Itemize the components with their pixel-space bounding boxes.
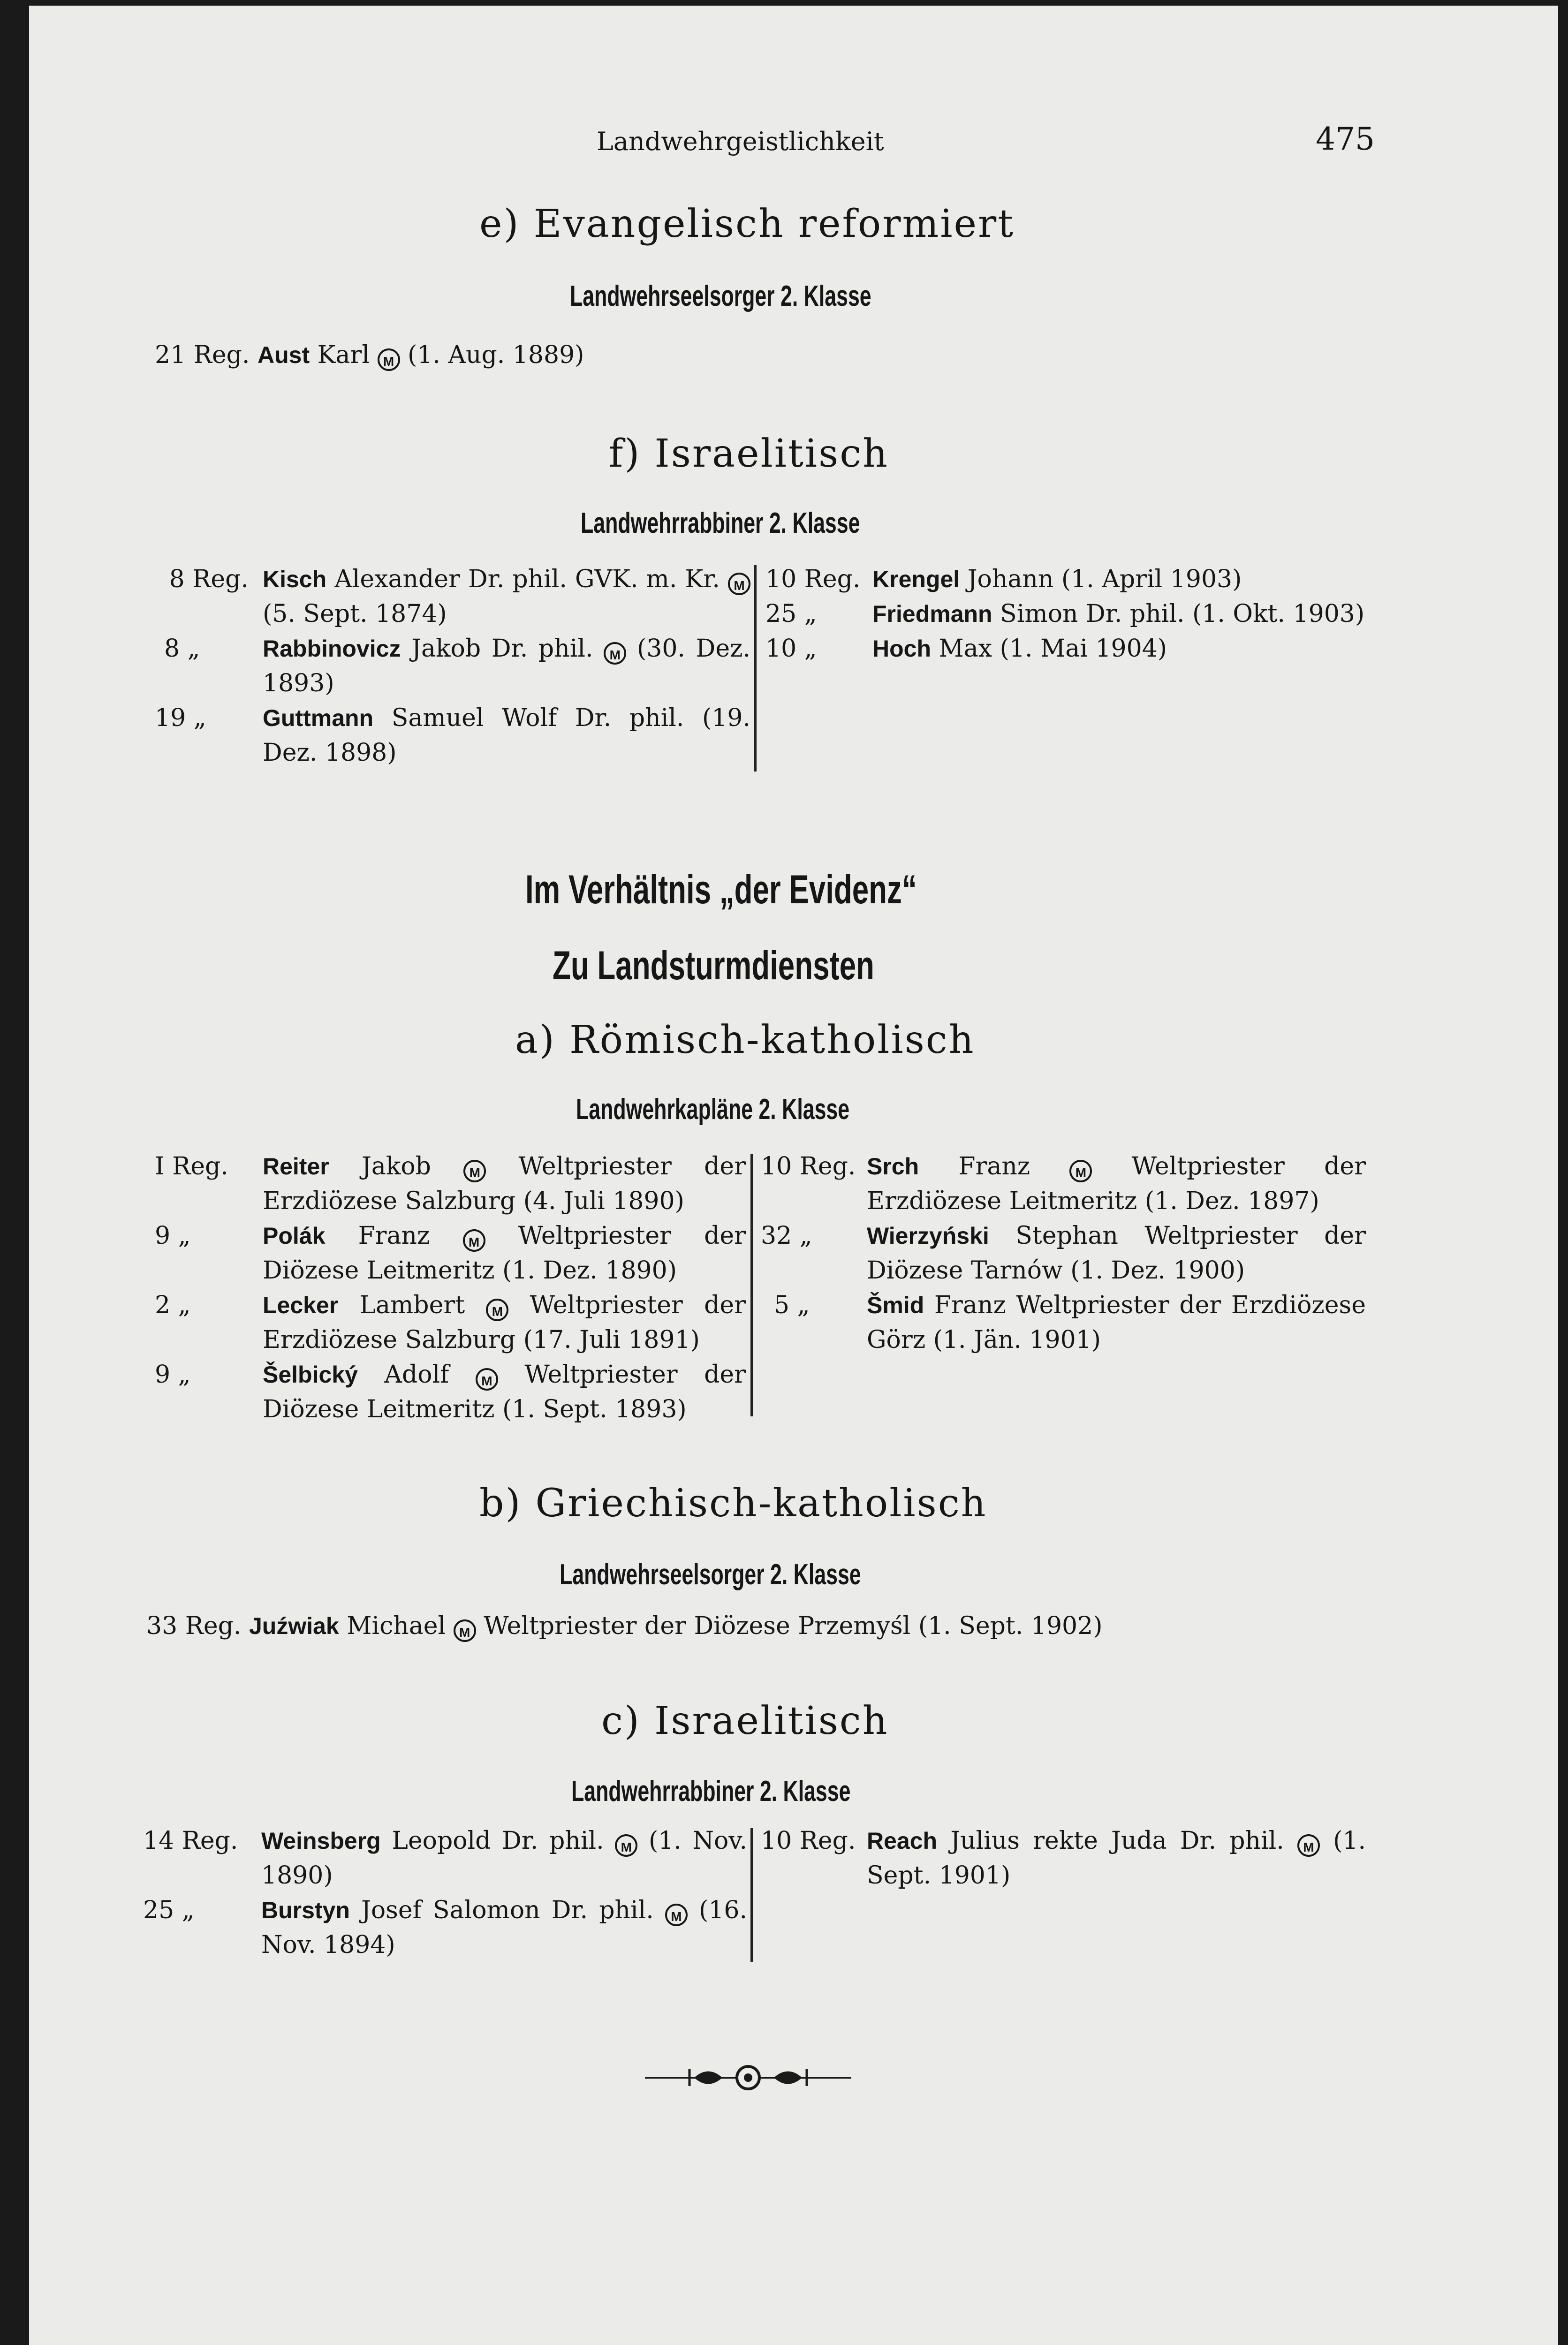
entry-text: Jakob — [362, 1152, 431, 1180]
class-heading-evangelisch: Landwehrseelsorger 2. Klasse — [570, 280, 871, 312]
entry-text: Karl — [317, 341, 370, 369]
regiment-number: 10 Reg. — [761, 1827, 856, 1855]
class-heading-israelitisch-f: Landwehrrabbiner 2. Klasse — [581, 507, 860, 539]
seal-icon: M — [378, 348, 400, 371]
person-name: Friedmann — [872, 601, 992, 627]
entry-selbicky — [155, 1357, 746, 1427]
entry-text: Michael — [347, 1612, 446, 1640]
entry-text: Weltpriester der Erzdiözese Leitmeritz (1. Dez. 1897) — [867, 1152, 1366, 1215]
entry-srch — [761, 1149, 1366, 1218]
regiment-number: 10 „ — [765, 635, 817, 663]
column-divider — [750, 1154, 753, 1416]
entry-text: Alexander Dr. phil. GVK. m. Kr. — [334, 565, 720, 593]
entry-text: (16. Nov. 1894) — [261, 1896, 748, 1959]
person-name: Guttmann — [263, 705, 374, 731]
regiment-number: 5 „ — [774, 1291, 810, 1319]
person-name: Burstyn — [261, 1897, 350, 1923]
seal-icon: M — [454, 1619, 476, 1642]
person-name: Juźwiak — [249, 1613, 339, 1639]
entry-aust — [155, 338, 584, 372]
seal-icon: M — [463, 1160, 486, 1182]
entry-text: (1. Sept. 1901) — [867, 1827, 1366, 1890]
regiment-number: 25 „ — [143, 1896, 195, 1924]
entry-text: (5. Sept. 1874) — [263, 600, 447, 628]
entry-text: Max (1. Mai 1904) — [939, 635, 1167, 663]
entry-lecker — [155, 1288, 746, 1357]
entry-text: Weltpriester der Diözese Leitmeritz (1. Sept. 1893) — [263, 1361, 746, 1423]
regiment-number: 33 Reg. — [146, 1612, 242, 1640]
regiment-number: 8 Reg. — [169, 565, 249, 593]
seal-icon: M — [728, 573, 750, 595]
class-heading-israelitisch-c: Landwehrrabbiner 2. Klasse — [571, 1775, 851, 1808]
regiment-number: I Reg. — [155, 1152, 228, 1180]
person-name: Kisch — [263, 566, 327, 592]
person-name: Reiter — [263, 1153, 329, 1180]
page-number: 475 — [1316, 121, 1375, 157]
entry-text: Samuel Wolf Dr. phil. (19. Dez. 1898) — [263, 704, 751, 767]
entry-smid — [761, 1288, 1366, 1357]
regiment-number: 19 „ — [155, 704, 206, 732]
regiment-number: 14 Reg. — [143, 1827, 238, 1855]
entry-text: Julius rekte Juda Dr. phil. — [950, 1827, 1284, 1855]
regiment-number: 9 „ — [155, 1361, 191, 1389]
entry-polak — [155, 1218, 746, 1288]
entry-krengel — [765, 562, 1366, 597]
regiment-number: 10 Reg. — [765, 565, 861, 593]
regiment-number: 21 Reg. — [155, 341, 250, 369]
entry-wierzynski — [761, 1218, 1366, 1288]
column-left-f — [155, 562, 750, 770]
entry-text: Weltpriester der Diözese Leitmeritz (1. Dez. 1890) — [263, 1222, 746, 1285]
entry-text: Franz — [358, 1222, 430, 1250]
seal-icon: M — [486, 1299, 508, 1321]
person-name: Aust — [257, 342, 310, 368]
entry-text: Weltpriester der Erzdiözese Salzburg (4. Juli 1890) — [263, 1152, 746, 1215]
seal-icon: M — [665, 1904, 688, 1926]
entry-hoch — [765, 631, 1366, 666]
regiment-number: 8 „ — [164, 635, 200, 663]
person-name: Hoch — [872, 635, 931, 662]
entry-burstyn — [143, 1893, 747, 1962]
person-name: Weinsberg — [261, 1828, 381, 1854]
entry-text: Josef Salomon Dr. phil. — [361, 1896, 654, 1924]
class-heading-roemisch: Landwehrkapläne 2. Klasse — [576, 1093, 850, 1126]
column-divider — [754, 565, 757, 772]
entry-text: (1. Nov. 1890) — [261, 1827, 748, 1890]
person-name: Reach — [867, 1828, 938, 1854]
entry-text: (1. Aug. 1889) — [408, 341, 584, 369]
entry-kisch — [155, 562, 750, 631]
entry-rabbinovicz — [155, 631, 750, 701]
entry-text: (30. Dez. 1893) — [263, 635, 751, 697]
section-title-roemisch: a) Römisch-katholisch — [515, 1018, 975, 1062]
entry-text: Adolf — [384, 1361, 449, 1389]
seal-icon: M — [1069, 1160, 1092, 1182]
entry-text: Weltpriester der Erzdiözese Salzburg (17. Juli 1891) — [263, 1291, 746, 1354]
entry-text: Lambert — [359, 1291, 465, 1319]
section-title-israelitisch-f: f) Israelitisch — [609, 431, 889, 476]
entry-text: Franz Weltpriester der Erzdiözese Görz (1. Jän. 1901) — [867, 1291, 1366, 1354]
column-right-f — [765, 562, 1366, 666]
person-name: Rabbinovicz — [263, 635, 401, 662]
column-right-c — [761, 1823, 1366, 1893]
column-left-c — [143, 1823, 747, 1962]
class-heading-griechisch: Landwehrseelsorger 2. Klasse — [560, 1558, 861, 1591]
entry-juzwiak — [146, 1609, 1103, 1643]
section-title-griechisch: b) Griechisch-katholisch — [479, 1481, 987, 1526]
evidenz-heading: Im Verhältnis „der Evidenz“ — [525, 867, 917, 912]
person-name: Wierzyński — [867, 1223, 989, 1249]
regiment-number: 32 „ — [761, 1222, 812, 1250]
column-left-a — [155, 1149, 746, 1427]
seal-icon: M — [1297, 1834, 1320, 1857]
section-title-evangelisch: e) Evangelisch reformiert — [479, 202, 1015, 246]
ornament-divider — [643, 2059, 854, 2096]
regiment-number: 2 „ — [155, 1291, 191, 1319]
entry-friedmann — [765, 597, 1366, 631]
person-name: Lecker — [263, 1292, 339, 1318]
seal-icon: M — [476, 1368, 498, 1391]
column-divider — [750, 1828, 753, 1962]
person-name: Krengel — [872, 566, 960, 592]
running-head: Landwehrgeistlichkeit — [597, 127, 884, 156]
seal-icon: M — [615, 1834, 637, 1857]
person-name: Polák — [263, 1223, 326, 1249]
person-name: Šmid — [867, 1292, 924, 1318]
entry-weinsberg — [143, 1823, 747, 1893]
entry-reiter — [155, 1149, 746, 1218]
seal-icon: M — [604, 642, 626, 665]
landsturm-heading: Zu Landsturmdiensten — [553, 943, 874, 988]
entry-text: Leopold Dr. phil. — [392, 1827, 604, 1855]
entry-text: Johann (1. April 1903) — [967, 565, 1242, 593]
person-name: Srch — [867, 1153, 919, 1180]
entry-guttmann — [155, 701, 750, 770]
regiment-number: 25 „ — [765, 600, 817, 628]
section-title-israelitisch-c: c) Israelitisch — [601, 1699, 889, 1743]
regiment-number: 9 „ — [155, 1222, 191, 1250]
entry-text: Simon Dr. phil. (1. Okt. 1903) — [1000, 600, 1365, 628]
person-name: Šelbický — [263, 1362, 358, 1388]
regiment-number: 10 Reg. — [761, 1152, 856, 1180]
entry-reach — [761, 1823, 1366, 1893]
entry-text: Jakob Dr. phil. — [411, 635, 593, 663]
seal-icon: M — [463, 1229, 485, 1252]
column-right-a — [761, 1149, 1366, 1357]
entry-text: Stephan Weltpriester der Diözese Tarnów (1. Dez. 1900) — [867, 1222, 1366, 1285]
entry-text: Franz — [958, 1152, 1030, 1180]
entry-text: Weltpriester der Diözese Przemyśl (1. Sept. 1902) — [484, 1612, 1103, 1640]
